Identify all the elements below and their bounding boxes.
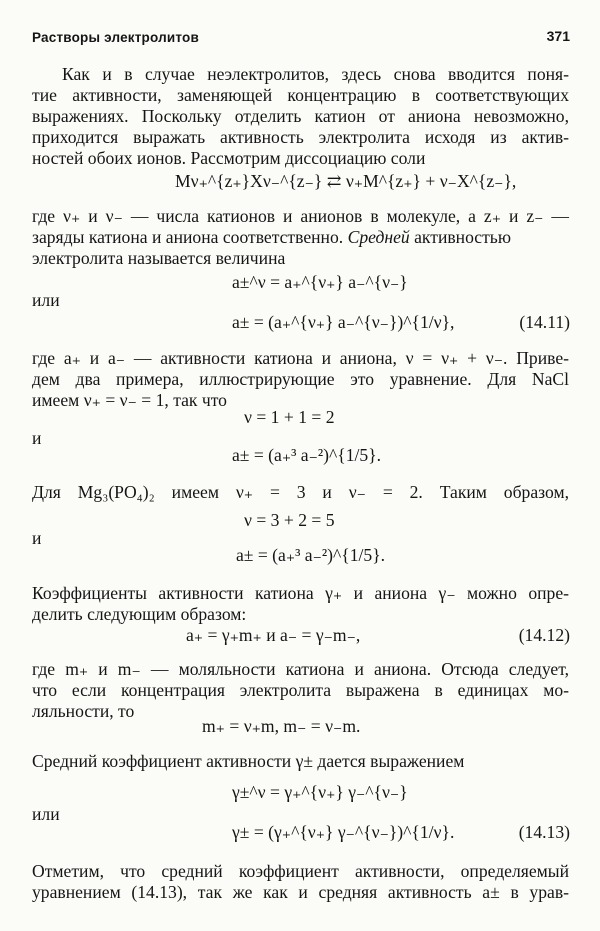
text-span: заряды катиона и аниона соответственно. <box>32 227 344 247</box>
equation-activity-coefficients: a₊ = γ₊m₊ и a₋ = γ₋m₋, <box>186 625 361 645</box>
equation-mean-gamma-power: γ±^ν = γ₊^{ν₊} γ₋^{ν₋} <box>232 782 408 802</box>
text-line: где m₊ и m₋ — моляльности катиона и аниона. Отсюда следует, <box>32 659 569 679</box>
equation-mg-nu: ν = 3 + 2 = 5 <box>244 510 335 530</box>
text-line: Коэффициенты активности катиона γ₊ и аниона γ₋ можно опре- <box>32 583 569 603</box>
text-line: делить следующим образом: <box>32 604 247 624</box>
page-number: 371 <box>546 28 570 44</box>
text-line: ляльности, то <box>32 701 135 721</box>
equation-number: (14.12) <box>518 625 570 645</box>
text-line: выражениях. Поскольку отделить катион от аниона невозможно, <box>32 106 569 126</box>
equation-number: (14.11) <box>519 312 570 332</box>
text-line: дем два примера, иллюстрирующие это уравнение. Для NaCl <box>32 369 569 389</box>
text-line: уравнением (14.13), так же как и средняя активность a± в урав- <box>32 882 569 902</box>
emphasis-term: Средней <box>347 227 410 247</box>
text-line: Отметим, что средний коэффициент активности, определяемый <box>32 861 569 881</box>
equation-number: (14.13) <box>518 822 570 842</box>
text-span: активностью <box>414 227 511 247</box>
text-line: ностей обоих ионов. Рассмотрим диссоциацию соли <box>32 148 426 168</box>
text-line: где ν₊ и ν₋ — числа катионов и анионов в молекуле, а z₊ и z₋ — <box>32 206 569 226</box>
text-line: Средний коэффициент активности γ± дается выражением <box>32 751 465 771</box>
text-line: приходится выражать активность электролита исходя из актив- <box>32 127 569 147</box>
connector-word: или <box>32 290 60 310</box>
text-line-mixed <box>32 227 569 247</box>
connector-word: или <box>32 804 60 824</box>
equation-mean-activity-power: a±^ν = a₊^{ν₊} a₋^{ν₋} <box>232 272 408 292</box>
text-line: электролита называется величина <box>32 248 286 268</box>
equation-mean-activity: a± = (a₊^{ν₊} a₋^{ν₋})^{1/ν}, <box>232 312 455 332</box>
connector-word: и <box>32 528 42 548</box>
text-line: тие активности, заменяющей концентрацию в соответствующих <box>32 85 569 105</box>
equation-molality: m₊ = ν₊m, m₋ = ν₋m. <box>202 716 361 736</box>
running-header: Растворы электролитов <box>32 30 199 45</box>
connector-word: и <box>32 428 42 448</box>
equation-nacl-activity: a± = (a₊³ a₋²)^{1/5}. <box>232 445 382 465</box>
equation-dissociation: Mν₊^{z₊}Xν₋^{z₋} ⇄ ν₊M^{z₊} + ν₋X^{z₋}, <box>175 171 517 191</box>
equation-mg-activity: a± = (a₊³ a₋²)^{1/5}. <box>236 545 386 565</box>
text-line: Как и в случае неэлектролитов, здесь снова вводится поня- <box>62 64 569 84</box>
equation-mean-gamma: γ± = (γ₊^{ν₊} γ₋^{ν₋})^{1/ν}. <box>232 822 455 842</box>
text-line: Для Mg₃(PO₄)₂ имеем ν₊ = 3 и ν₋ = 2. Таким образом, <box>32 482 569 502</box>
text-line: где a₊ и a₋ — активности катиона и аниона, ν = ν₊ + ν₋. Приве- <box>32 348 569 368</box>
equation-nacl-nu: ν = 1 + 1 = 2 <box>244 407 335 427</box>
text-line: что если концентрация электролита выражена в единицах мо- <box>32 680 569 700</box>
text-line: имеем ν₊ = ν₋ = 1, так что <box>32 390 227 410</box>
